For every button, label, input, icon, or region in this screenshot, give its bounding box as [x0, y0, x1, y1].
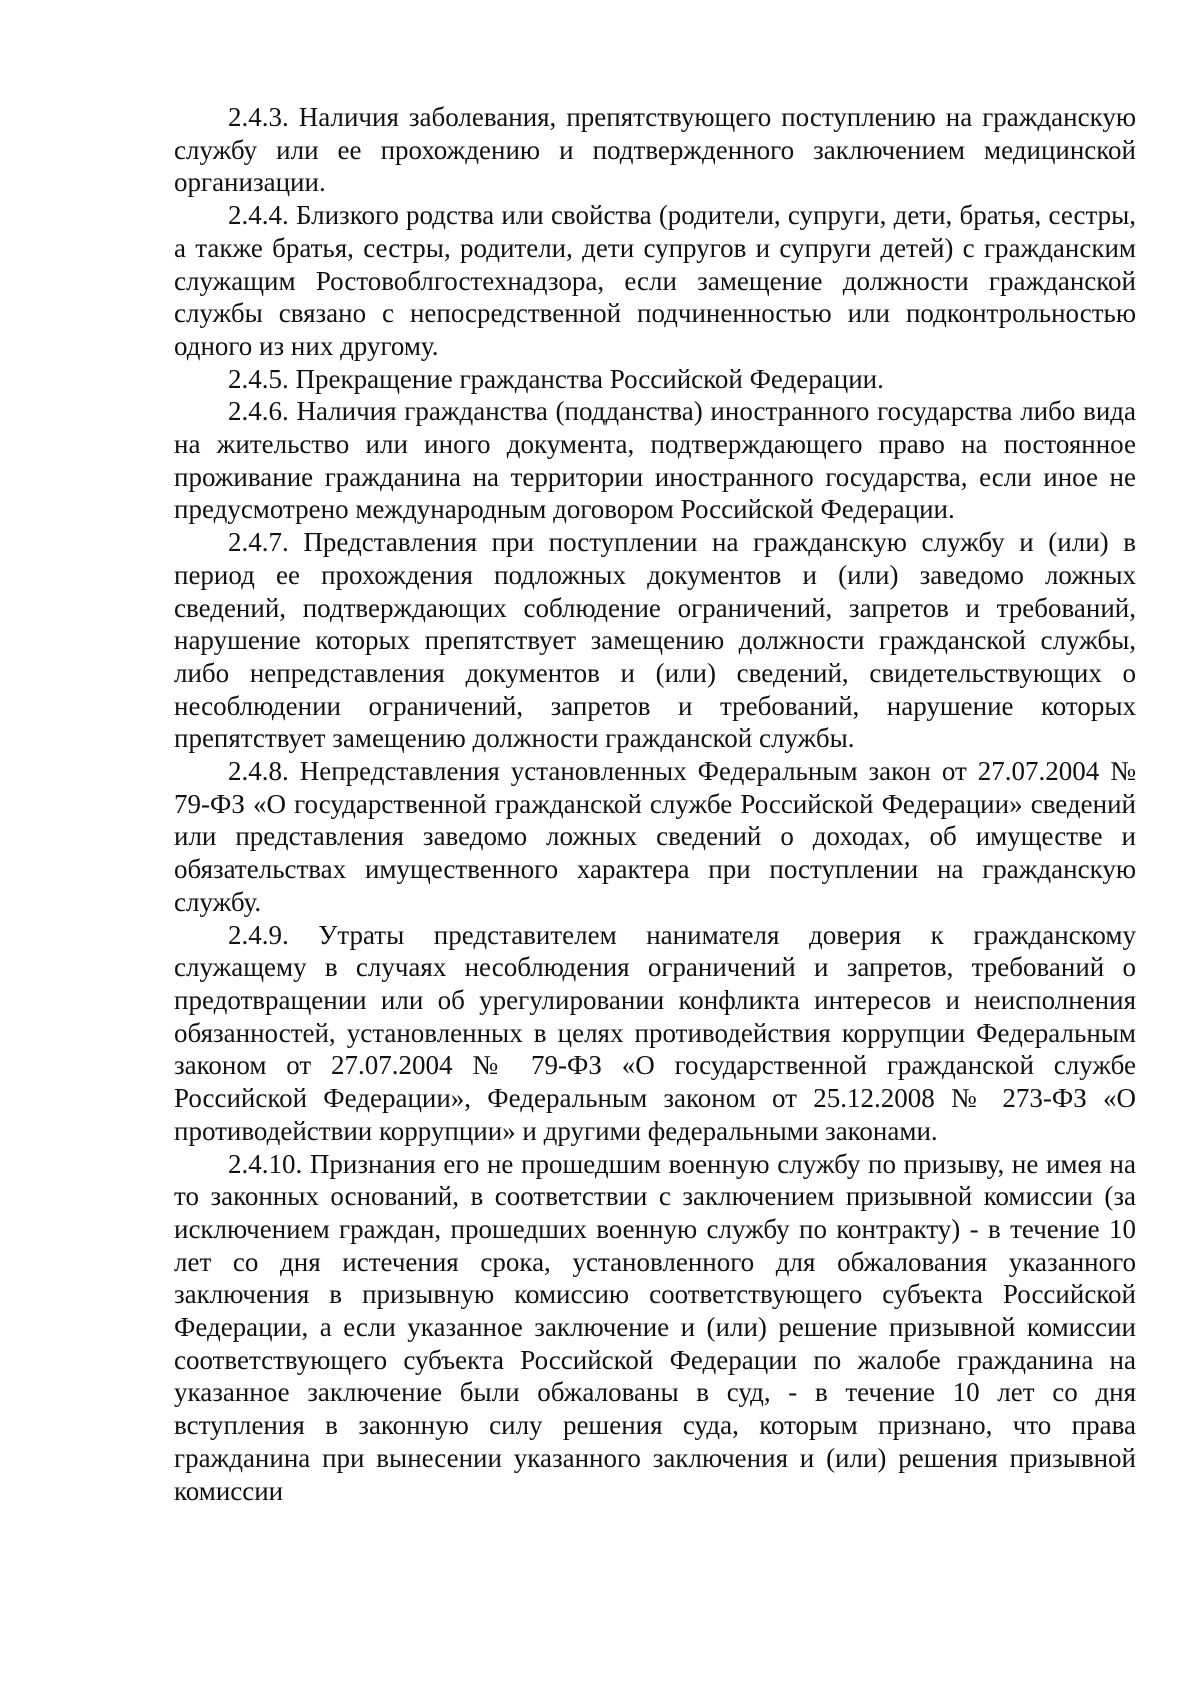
paragraph-2-4-6: 2.4.6. Наличия гражданства (подданства) иностранного государства либо вида на жительство или иного документа, подтверждающего право на постоянное проживание гражданина на территории иностранного государства, если иное не предусмотрено международным договором Российской Федерации. [174, 396, 1136, 525]
paragraph-2-4-7: 2.4.7. Представления при поступлении на гражданскую службу и (или) в период ее прохождения подложных документов и (или) заведомо ложных сведений, подтверждающих соблюдение ограничений, запретов и требований, нарушение которых препятствует замещению должности гражданской службы, либо непредставления документов и (или) сведений, свидетельствующих о несоблюдении ограничений, запретов и требований, нарушение которых препятствует замещению должности гражданской службы. [174, 527, 1136, 754]
paragraph-2-4-10: 2.4.10. Признания его не прошедшим военную службу по призыву, не имея на то законных оснований, в соответствии с заключением призывной комиссии (за исключением граждан, прошедших военную службу по контракту) - в течение 10 лет со дня истечения срока, установленного для обжалования указанного заключения в призывную комиссию соответствующего субъекта Российской Федерации, а если указанное заключение и (или) решение призывной комиссии соответствующего субъекта Российской Федерации по жалобе гражданина на указанное заключение были обжалованы в суд, - в течение 10 лет со дня вступления в законную силу решения суда, которым признано, что права гражданина при вынесении указанного заключения и (или) решения призывной комиссии [174, 1148, 1136, 1506]
paragraph-2-4-4: 2.4.4. Близкого родства или свойства (родители, супруги, дети, братья, сестры, а также братья, сестры, родители, дети супругов и супруги детей) с гражданским служащим Ростовоблгостехнадзора, если замещение должности гражданской службы связано с непосредственной подчиненностью или подконтрольностью одного из них другому. [174, 200, 1136, 361]
paragraph-2-4-3: 2.4.3. Наличия заболевания, препятствующего поступлению на гражданскую службу или ее прохождению и подтвержденного заключением медицинской организации. [174, 102, 1136, 198]
paragraph-2-4-5: 2.4.5. Прекращение гражданства Российской Федерации. [228, 363, 884, 394]
paragraph-2-4-8: 2.4.8. Непредставления установленных Федеральным закон от 27.07.2004 № 79-ФЗ «О государственной гражданской службе Российской Федерации» сведений или представления заведомо ложных сведений о доходах, об имуществе и обязательствах имущественного характера при поступлении на гражданскую службу. [174, 756, 1136, 917]
document-body [174, 101, 1136, 1507]
paragraph-2-4-9: 2.4.9. Утраты представителем нанимателя доверия к гражданскому служащему в случаях несоблюдения ограничений и запретов, требований о предотвращении или об урегулировании конфликта интересов и неисполнения обязанностей, установленных в целях противодействия коррупции Федеральным законом от 27.07.2004 № 79-ФЗ «О государственной гражданской службе Российской Федерации», Федеральным законом от 25.12.2008 № 273-ФЗ «О противодействии коррупции» и другими федеральными законами. [174, 919, 1136, 1146]
